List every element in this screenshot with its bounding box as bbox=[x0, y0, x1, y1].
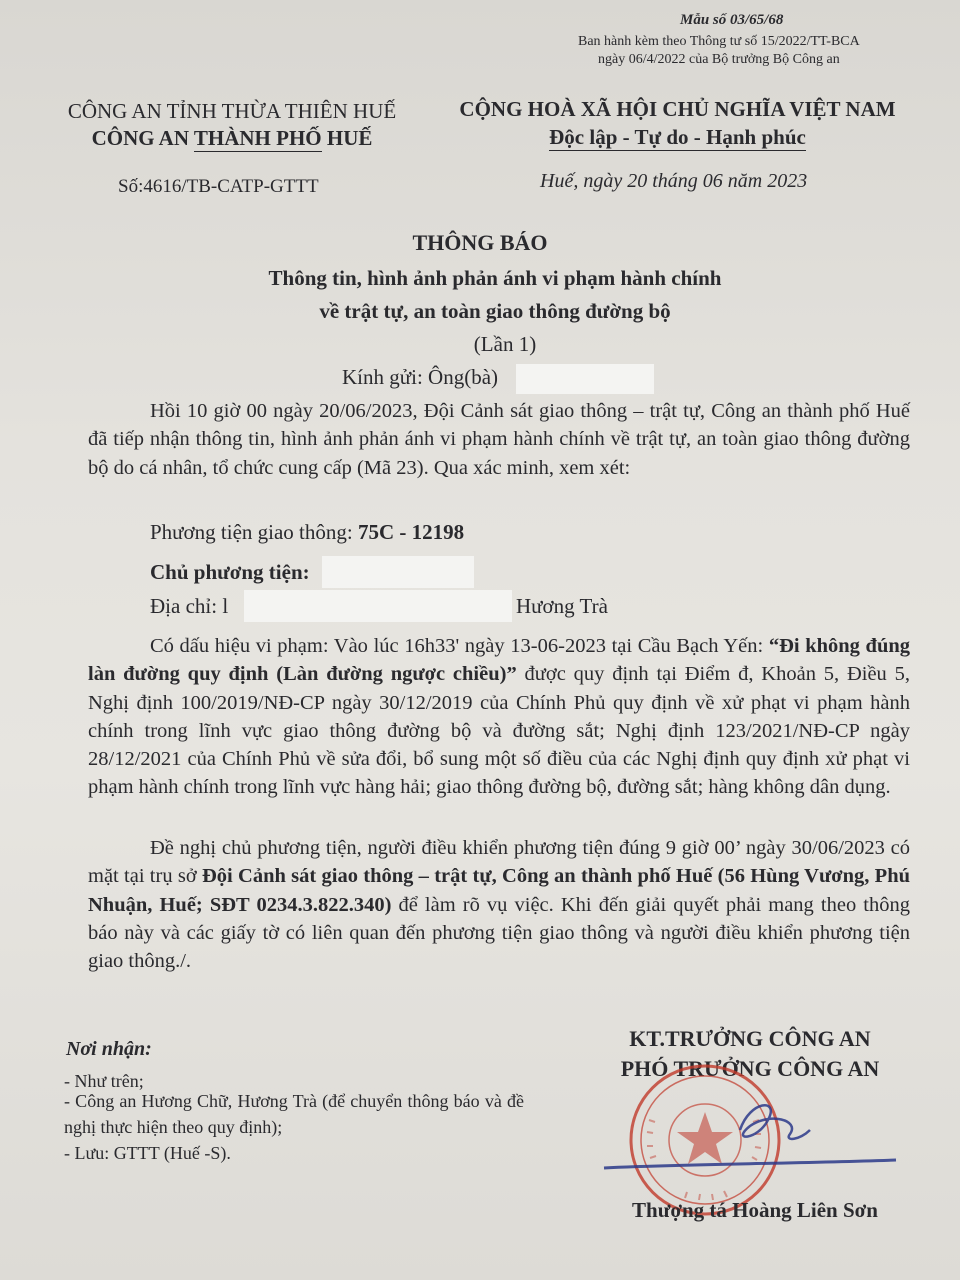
nation-name: CỘNG HOÀ XÃ HỘI CHỦ NGHĨA VIỆT NAM bbox=[459, 97, 896, 121]
paragraph-request bbox=[88, 834, 910, 975]
agency-name-prefix: CÔNG AN bbox=[91, 126, 194, 150]
nation-motto-text: Độc lập - Tự do - Hạnh phúc bbox=[549, 125, 806, 149]
violation-lead: Có dấu hiệu vi phạm: Vào lúc 16h33' ngày 13-06-2023 tại Cầu Bạch Yến: bbox=[150, 635, 769, 657]
vehicle-label: Phương tiện giao thông: bbox=[150, 520, 358, 544]
form-reference-line1: Ban hành kèm theo Thông tư số 15/2022/TT-BCA bbox=[578, 34, 860, 49]
agency-name-suffix: HUẾ bbox=[321, 126, 373, 150]
signer-name: Thượng tá Hoàng Liên Sơn bbox=[632, 1198, 878, 1222]
notice-round: (Lần 1) bbox=[473, 332, 537, 356]
subtitle-line1: Thông tin, hình ảnh phản ánh vi phạm hành chính bbox=[268, 266, 722, 290]
redacted-owner-name bbox=[322, 556, 474, 588]
subtitle-line2: về trật tự, an toàn giao thông đường bộ bbox=[319, 299, 671, 323]
paragraph-intro: Hồi 10 giờ 00 ngày 20/06/2023, Đội Cảnh sát giao thông – trật tự, Công an thành phố Huế đã tiếp nhận thông tin, hình ảnh phản ánh vi phạm hành chính về trật tự, an toàn giao thông đường bộ do cá nhân, tổ chức cung cấp (Mã 23). Qua xác minh, xem xét: bbox=[88, 400, 910, 479]
signature-title-line1: KT.TRƯỞNG CÔNG AN bbox=[629, 1026, 871, 1051]
form-reference-line2: ngày 06/4/2022 của Bộ trưởng Bộ Công an bbox=[598, 52, 840, 67]
owner-label: Chủ phương tiện: bbox=[150, 560, 310, 584]
request-rest: để làm rõ vụ việc. Khi đến giải quyết phải mang theo thông báo này và các giấy tờ có liên quan đến phương tiện giao thông và người điều khiển phương tiện giao thông./. bbox=[88, 893, 910, 973]
signature-title-line2: PHÓ TRƯỞNG CÔNG AN bbox=[620, 1056, 880, 1081]
nation-header bbox=[440, 95, 915, 151]
vehicle-plate: 75C - 12198 bbox=[357, 520, 465, 544]
violation-legal-basis: được quy định tại Điểm đ, Khoản 5, Điều 5, Nghị định 100/2019/NĐ-CP ngày 30/12/2019 của Chính Phủ quy định về xử phạt vi phạm hành chính trong lĩnh vực giao thông đường bộ và đường sắt; Nghị định 123/2021/NĐ-CP ngày 28/12/2021 của Chính Phủ về sửa đổi, bổ sung một số điều của các Nghị định quy định xử phạt vi phạm hành chính trong lĩnh vực hàng hải; giao thông đường bộ, đường sắt; hàng không dân dụng. bbox=[88, 663, 910, 799]
address-partial: l bbox=[222, 594, 229, 618]
violation-description: “Đi không đúng làn đường quy định (Làn đường ngược chiều)” bbox=[88, 635, 910, 686]
agency-name-underlined: THÀNH PHỐ bbox=[193, 126, 322, 150]
form-code: Mẫu số 03/65/68 bbox=[680, 12, 784, 28]
nation-motto bbox=[440, 123, 915, 151]
paragraph-violation bbox=[88, 632, 910, 802]
document-subtitle bbox=[0, 262, 960, 328]
recipient-item-1: - Như trên; bbox=[64, 1071, 144, 1091]
agency-header bbox=[52, 98, 412, 152]
document-title: THÔNG BÁO bbox=[412, 230, 548, 255]
recipient-item-3: - Lưu: GTTT (Huế -S). bbox=[64, 1143, 231, 1163]
agency-name bbox=[52, 125, 412, 152]
request-office: Đội Cảnh sát giao thông – trật tự, Công an thành phố Huế (56 Hùng Vương, Phú Nhuận, Huế; SĐT 0234.3.822.340) bbox=[88, 865, 910, 916]
recipients-heading: Nơi nhận: bbox=[66, 1038, 152, 1060]
issue-date: Huế, ngày 20 tháng 06 năm 2023 bbox=[540, 170, 808, 192]
vehicle-row bbox=[150, 520, 464, 545]
greeting: Kính gửi: Ông(bà) bbox=[342, 365, 499, 389]
redacted-recipient-name bbox=[516, 364, 654, 394]
redacted-address bbox=[244, 590, 512, 622]
document-number: Số:4616/TB-CATP-GTTT bbox=[118, 176, 319, 197]
address-district: Hương Trà bbox=[516, 594, 608, 618]
address-label-text: Địa chỉ: bbox=[150, 594, 223, 618]
recipient-item-2: - Công an Hương Chữ, Hương Trà (để chuyển thông báo và đề nghị thực hiện theo quy định); bbox=[64, 1091, 524, 1137]
handwritten-signature bbox=[600, 1090, 900, 1180]
agency-parent: CÔNG AN TỈNH THỪA THIÊN HUẾ bbox=[67, 99, 397, 123]
request-lead: Đề nghị chủ phương tiện, người điều khiển phương tiện đúng 9 giờ 00’ ngày 30/06/2023 có mặt tại trụ sở bbox=[88, 837, 910, 888]
address-label bbox=[150, 594, 228, 619]
